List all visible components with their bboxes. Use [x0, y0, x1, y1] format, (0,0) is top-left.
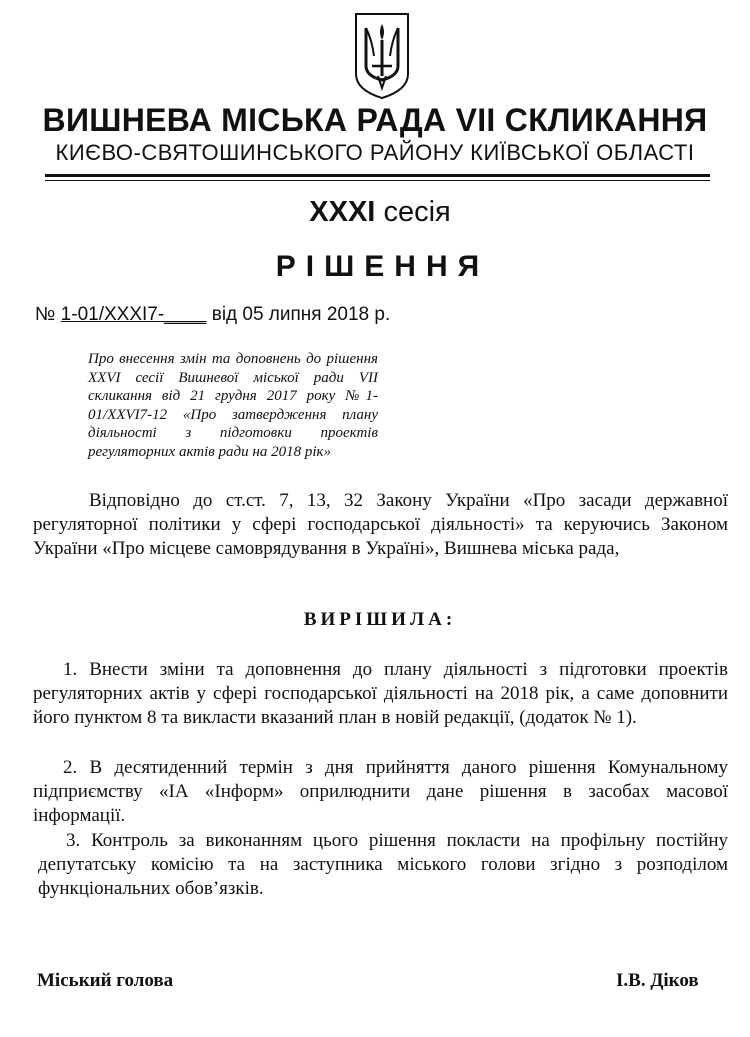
council-name: ВИШНЕВА МІСЬКА РАДА VII СКЛИКАННЯ — [42, 102, 708, 138]
signature-name: І.В. Діков — [616, 970, 699, 991]
decision-date: від 05 липня 2018 р. — [211, 304, 391, 325]
intro-paragraph: Відповідно до ст.ст. 7, 13, 32 Закону України «Про засади державної регуляторної політики у сфері господарської діяльності» та керуючись Законом України «Про місцеве самоврядування в Україні», Вишнева міська рада, — [33, 490, 728, 559]
session-title — [0, 196, 750, 229]
session-word: сесія — [383, 196, 451, 228]
number-value: 1-01/XXXI7-____ — [60, 304, 207, 325]
decision-subject: Про внесення змін та доповнень до рішення XXVI сесії Вишневої міської ради VII скликання від 21 грудня 2017 року №1-01/XXVI7-12 «Про затвердження плану діяльності з підготовки проектів регуляторних актів ради на 2018 рік» — [88, 351, 378, 460]
district-name: КИЄВО-СВЯТОШИНСЬКОГО РАЙОНУ КИЇВСЬКОЇ ОБЛАСТІ — [55, 140, 695, 165]
item-1: 1. Внести зміни та доповнення до плану діяльності з підготовки проектів регуляторних актів у сфері господарської діяльності на 2018 рік, а саме доповнити його пунктом 8 та викласти вказаний план в новій редакції, (додаток № 1). — [33, 659, 728, 728]
session-number: XXXI — [309, 196, 376, 228]
resolved-heading: ВИРІШИЛА: — [303, 609, 457, 630]
item-3: 3. Контроль за виконанням цього рішення покласти на профільну постійну депутатську комісію та на заступника міського голови згідно з розподілом функціональних обов’язків. — [38, 830, 728, 899]
signature-title: Міський голова — [37, 970, 174, 991]
coat-of-arms-icon — [352, 10, 412, 100]
decision-number — [35, 304, 390, 326]
item-2: 2. В десятиденний термін з дня прийняття даного рішення Комунальному підприємству «ІА «Інформ» оприлюднити дане рішення в засобах масової інформації. — [33, 757, 728, 826]
header-divider — [45, 174, 710, 177]
decision-title: РІШЕННЯ — [275, 250, 490, 283]
header-divider-thin — [45, 180, 710, 181]
number-prefix: № — [35, 304, 56, 325]
